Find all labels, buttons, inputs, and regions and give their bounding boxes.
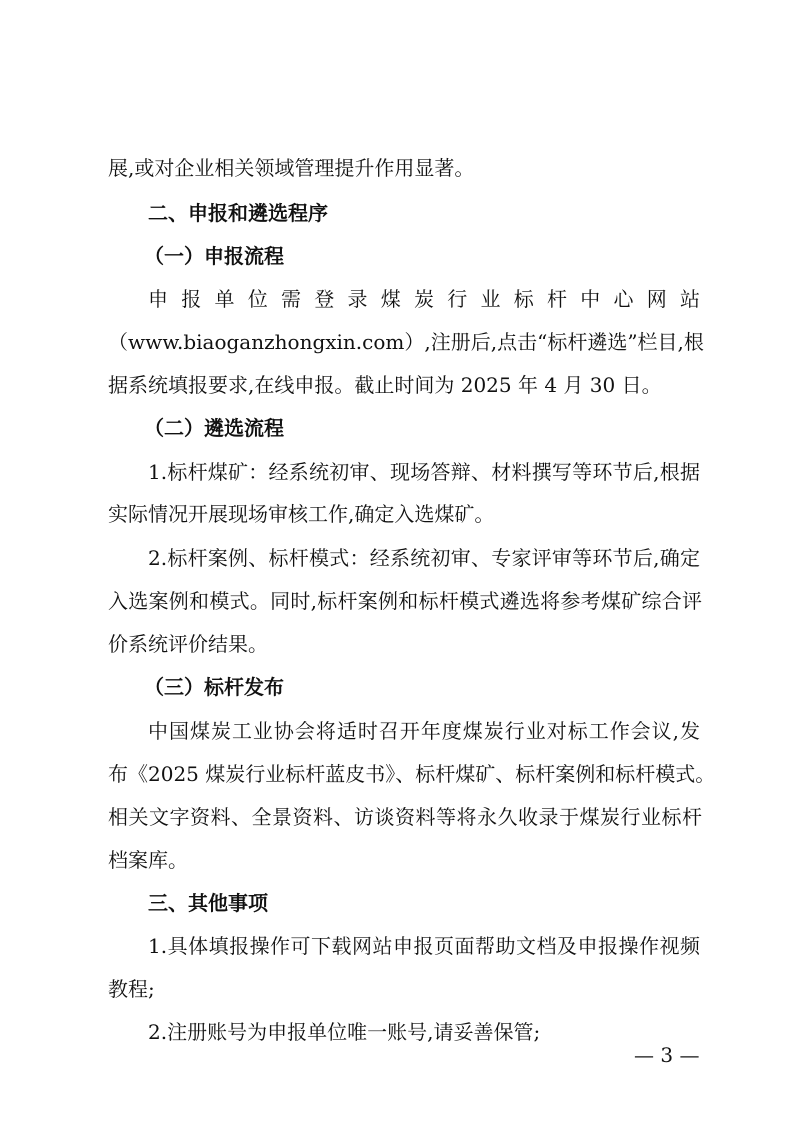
paragraph-line: 1.标杆煤矿：经系统初审、现场答辩、材料撰写等环节后,根据: [148, 460, 700, 484]
subsection-heading-benchmark-release: （三）标杆发布: [144, 675, 284, 699]
subsection-heading-application-process: （一）申报流程: [144, 244, 284, 268]
paragraph-line: （www.biaoganzhongxin.com）,注册后,点击“标杆遴选”栏目,根: [108, 330, 704, 354]
paragraph-line: 相关文字资料、全景资料、访谈资料等将永久收录于煤炭行业标杆: [108, 805, 702, 829]
subsection-heading-selection-process: （二）遴选流程: [144, 416, 284, 440]
paragraph-line: 价系统评价结果。: [108, 632, 268, 656]
paragraph-line: 2.注册账号为申报单位唯一账号,请妥善保管;: [148, 1020, 541, 1044]
paragraph-line: 入选案例和模式。同时,标杆案例和标杆模式遴选将参考煤矿综合评: [108, 589, 702, 613]
paragraph-line: 2.标杆案例、标杆模式：经系统初审、专家评审等环节后,确定: [148, 546, 700, 570]
section-heading-other-matters: 三、其他事项: [148, 891, 268, 915]
section-heading-application-and-selection: 二、申报和遴选程序: [148, 201, 328, 225]
paragraph-line: 档案库。: [108, 848, 188, 872]
paragraph-line: 教程;: [108, 977, 155, 1001]
paragraph-line: 1.具体填报操作可下载网站申报页面帮助文档及申报操作视频: [148, 934, 700, 958]
paragraph-line: 中国煤炭工业协会将适时召开年度煤炭行业对标工作会议,发: [148, 719, 700, 743]
paragraph-line: 据系统填报要求,在线申报。截止时间为 2025 年 4 月 30 日。: [108, 373, 662, 397]
paragraph-continuation-line: 展,或对企业相关领域管理提升作用显著。: [108, 156, 475, 180]
page-number: — 3 —: [634, 1043, 700, 1067]
paragraph-line: 申报单位需登录煤炭行业标杆中心网站: [148, 287, 700, 311]
paragraph-line: 布《2025 煤炭行业标杆蓝皮书》、标杆煤矿、标杆案例和标杆模式。: [108, 762, 716, 786]
paragraph-line: 实际情况开展现场审核工作,确定入选煤矿。: [108, 502, 495, 526]
